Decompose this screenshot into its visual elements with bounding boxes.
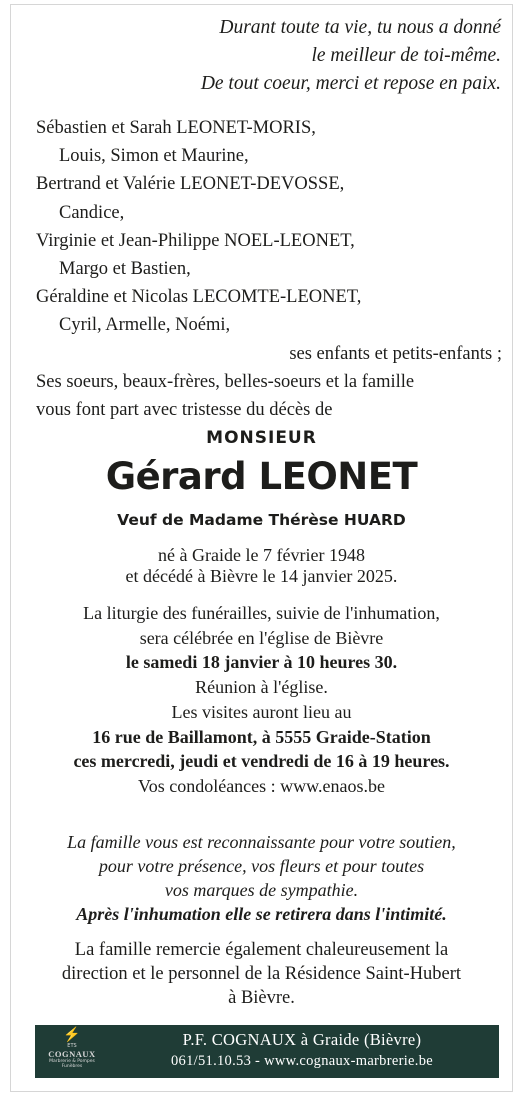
ceremony-block [10, 601, 513, 799]
cognaux-logo [43, 1029, 101, 1074]
family-line: Ses soeurs, beaux-frères, belles-soeurs et la famille [36, 371, 415, 392]
family-line: Géraldine et Nicolas LECOMTE-LEONET, [36, 287, 362, 308]
birth-line: né à Graide le 7 février 1948 [158, 545, 365, 565]
ceremony-line: 16 rue de Baillamont, à 5555 Graide-Station [92, 726, 431, 747]
family-line: Bertrand et Valérie LEONET-DEVOSSE, [36, 174, 345, 195]
ceremony-line: Les visites auront lieu au [171, 701, 352, 722]
ceremony-line: sera célébrée en l'église de Bièvre [139, 627, 384, 648]
thanks-line: Après l'inhumation elle se retirera dans l'intimité. [76, 904, 447, 924]
logo-subtitle: Marbrerie & Pompes Funèbres [49, 1059, 95, 1069]
family-line: ses enfants et petits-enfants ; [289, 343, 502, 364]
funeral-home-banner [35, 1025, 499, 1078]
ceremony-line: Réunion à l'église. [195, 677, 328, 698]
acknowledgment-line: à Bièvre. [228, 988, 295, 1008]
family-line: Margo et Bastien, [59, 259, 191, 280]
quote-line: De tout coeur, merci et repose en paix. [200, 73, 501, 94]
deceased-title: MONSIEUR [206, 428, 317, 448]
ceremony-line: ces mercredi, jeudi et vendredi de 16 à 19 heures. [73, 751, 450, 772]
family-line: Sébastien et Sarah LEONET-MORIS, [36, 118, 316, 138]
thanks-line: vos marques de sympathie. [164, 880, 359, 900]
widow-line: Veuf de Madame Thérèse HUARD [117, 511, 406, 529]
thanks-line: pour votre présence, vos fleurs et pour toutes [98, 856, 425, 876]
thanks-line: La famille vous est reconnaissante pour votre soutien, [67, 832, 456, 852]
logo-prefix: ETS [67, 1043, 77, 1049]
ceremony-line[interactable]: Vos condoléances : www.enaos.be [138, 775, 385, 796]
family-line: vous font part avec tristesse du décès de [36, 400, 333, 421]
quote-line: le meilleur de toi-même. [311, 45, 501, 66]
logo-name: COGNAUX [48, 1049, 96, 1059]
opening-quote [201, 14, 501, 98]
deceased-name: Gérard LEONET [105, 455, 418, 498]
acknowledgment-line: La famille remercie également chaleureusement la [74, 940, 449, 960]
birth-death-block [10, 545, 513, 587]
acknowledgment-block [10, 938, 513, 1010]
acknowledgment-line: direction et le personnel de la Résidence Saint-Hubert [61, 964, 462, 984]
family-line: Cyril, Armelle, Noémi, [59, 315, 231, 336]
funeral-home-name: P.F. COGNAUX à Graide (Bièvre) [182, 1030, 422, 1049]
ceremony-line: le samedi 18 janvier à 10 heures 30. [125, 652, 398, 673]
thanks-block [10, 830, 513, 926]
ceremony-line: La liturgie des funérailles, suivie de l'inhumation, [83, 603, 440, 623]
death-line: et décédé à Bièvre le 14 janvier 2025. [125, 566, 398, 586]
family-list [36, 114, 502, 424]
family-line: Candice, [59, 202, 125, 223]
family-line: Virginie et Jean-Philippe NOEL-LEONET, [36, 230, 355, 251]
family-line: Louis, Simon et Maurine, [59, 146, 249, 167]
flame-icon: ⚡ [63, 1028, 81, 1043]
funeral-home-contact[interactable]: 061/51.10.53 - www.cognaux-marbrerie.be [170, 1053, 434, 1069]
quote-line: Durant toute ta vie, tu nous a donné [219, 17, 501, 38]
